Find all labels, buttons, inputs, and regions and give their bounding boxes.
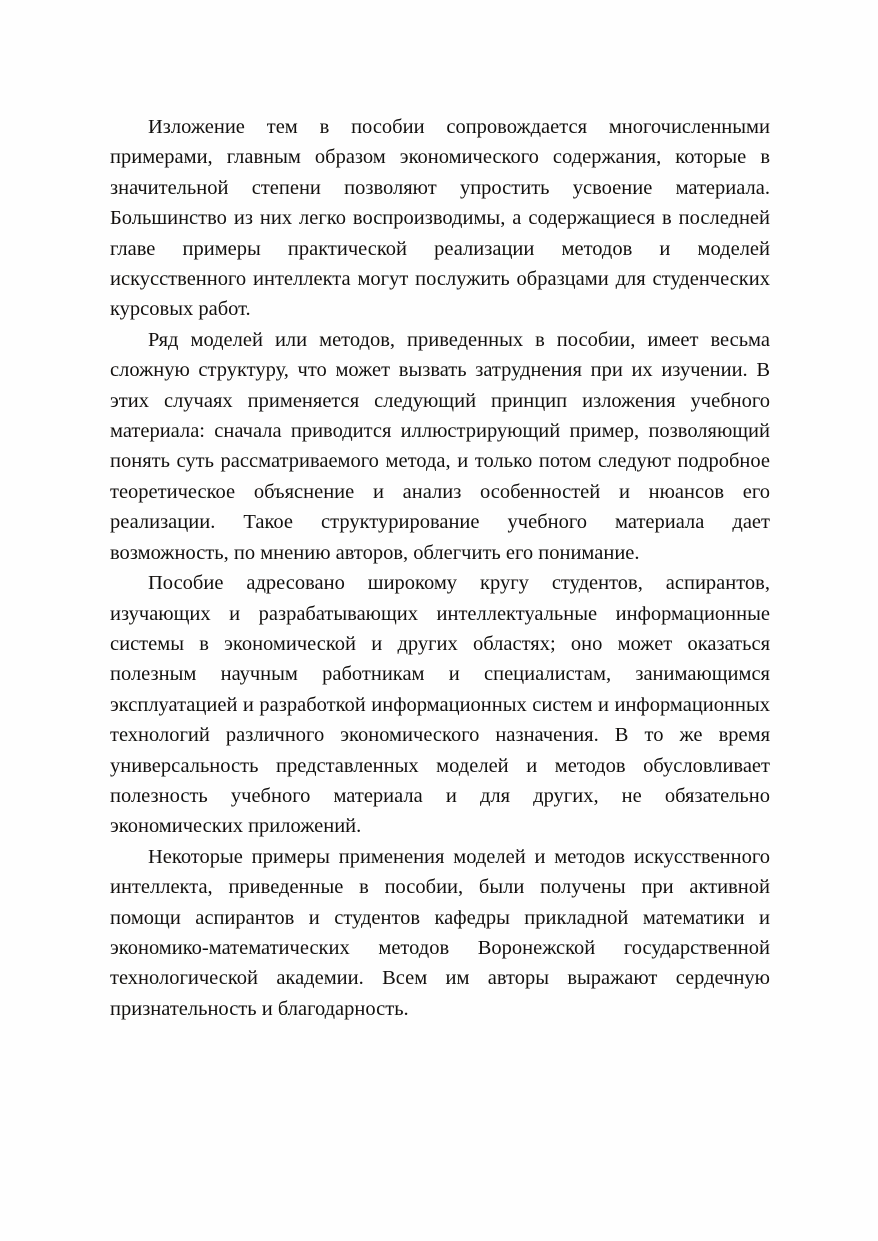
paragraph-1: Изложение тем в пособии сопровождается многочисленными примерами, главным образом экономического содержания, которые в значительной степени позволяют упростить усвоение материала. Большинство из них легко воспроизводимы, а содержащиеся в последней главе примеры практической реализации методов и моделей искусственного интеллекта могут послужить образцами для студенческих курсовых работ.: [110, 116, 770, 321]
paragraph-2: Ряд моделей или методов, приведенных в пособии, имеет весьма сложную структуру, что может вызвать затруднения при их изучении. В этих случаях применяется следующий принцип изложения учебного материала: сначала приводится иллюстрирующий пример, позволяющий понять суть рассматриваемого метода, и только потом следуют подробное теоретическое объяснение и анализ особенностей и нюансов его реализации. Такое структурирование учебного материала дает возможность, по мнению авторов, облегчить его понимание.: [110, 328, 770, 564]
paragraph-4: Некоторые примеры применения моделей и методов искусственного интеллекта, приведенные в пособии, были получены при активной помощи аспирантов и студентов кафедры прикладной математики и экономико-математических методов Воронежской государственной технологической академии. Всем им авторы выражают сердечную признательность и благодарность.: [110, 845, 770, 1020]
body-text: [110, 112, 770, 1024]
paragraph-3: Пособие адресовано широкому кругу студентов, аспирантов, изучающих и разрабатывающих интеллектуальные информационные системы в экономической и других областях; оно может оказаться полезным научным работникам и специалистам, занимающимся эксплуатацией и разработкой информационных систем и информационных технологий различного экономического назначения. В то же время универсальность представленных моделей и методов обусловливает полезность учебного материала и для других, не обязательно экономических приложений.: [110, 572, 770, 838]
